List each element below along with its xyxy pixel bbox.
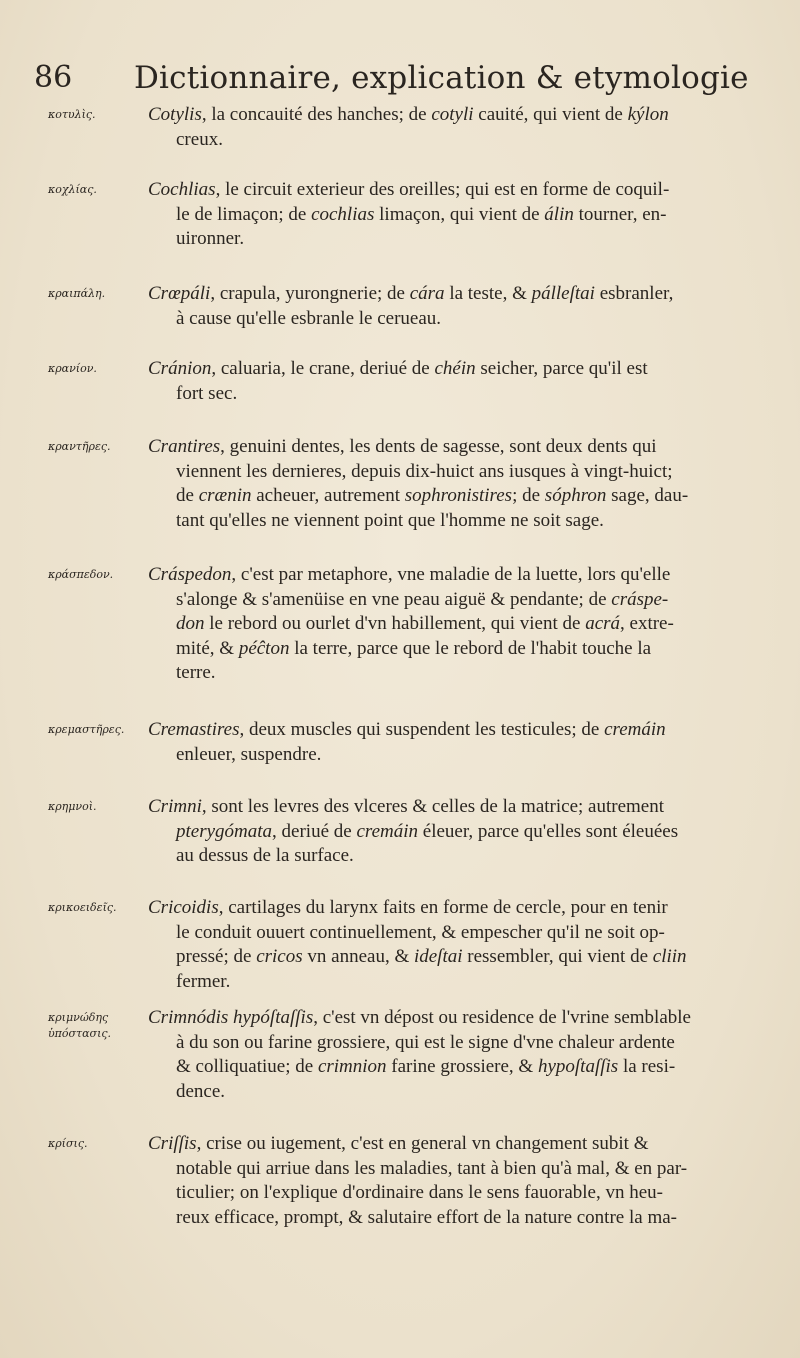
definition-line: Cremastires, deux muscles qui suspendent les testicules; de cremáin <box>148 719 666 740</box>
definition-line: mité, & péĉton la terre, parce que le rebord de l'habit touche la <box>176 637 652 659</box>
definition-line: Cotylis, la concauité des hanches; de cotyli cauité, qui vient de kýlon <box>148 104 669 125</box>
greek-headword: κρημνοὶ. <box>48 800 97 813</box>
definition-line: pressé; de cricos vn anneau, & ideſtai ressembler, qui vient de cliin <box>176 946 687 967</box>
definition-line: tant qu'elles ne viennent point que l'homme ne soit sage. <box>176 509 604 531</box>
running-title: Dictionnaire, explication & etymologie <box>134 60 749 96</box>
definition-line: Cráspedon, c'est par metaphore, vne maladie de la luette, lors qu'elle <box>148 564 671 585</box>
entry-definition <box>148 435 748 533</box>
definition-line: enleuer, suspendre. <box>176 743 322 765</box>
entry-definition <box>148 282 748 331</box>
definition-line: s'alonge & s'amenüise en vne peau aiguë & pendante; de cráspe- <box>176 588 669 610</box>
greek-headword: κρεμαστῆρες. <box>48 723 125 736</box>
definition-line: Crantires, genuini dentes, les dents de sagesse, sont deux dents qui <box>148 436 657 457</box>
entry-definition <box>148 103 748 152</box>
definition-line: ticulier; on l'explique d'ordinaire dans le sens fauorable, vn heu- <box>176 1182 663 1203</box>
definition-line: le conduit ouuert continuellement, & empescher qu'il ne soit op- <box>176 921 665 943</box>
entry-definition <box>148 896 748 994</box>
definition-line: de crænin acheuer, autrement sophronistires; de sóphron sage, dau- <box>176 485 689 506</box>
definition-line: & colliquatiue; de crimnion farine grossiere, & hypoſtaſſis la resi- <box>176 1056 676 1077</box>
entry-definition <box>148 795 748 869</box>
running-header <box>32 58 772 102</box>
definition-line: fort sec. <box>176 382 238 404</box>
definition-line: uironner. <box>176 228 245 249</box>
entry-definition <box>148 718 748 767</box>
greek-headword: κράσπεδον. <box>48 568 114 581</box>
definition-line: Cochlias, le circuit exterieur des oreilles; qui est en forme de coquil- <box>148 179 670 200</box>
greek-headword: κοτυλὶς. <box>48 108 96 121</box>
definition-line: notable qui arriue dans les maladies, tant à bien qu'à mal, & en par- <box>176 1157 688 1179</box>
definition-line: terre. <box>176 662 216 683</box>
definition-line: creux. <box>176 128 223 150</box>
entry-definition <box>148 563 748 686</box>
definition-line: au dessus de la surface. <box>176 845 354 866</box>
greek-headword: κρανίον. <box>48 362 97 375</box>
definition-line: Criſſis, crise ou iugement, c'est en general vn changement subit & <box>148 1133 649 1154</box>
greek-headword: κραντῆρες. <box>48 440 111 453</box>
definition-line: viennent les dernieres, depuis dix-huict ans iusques à vingt-huict; <box>176 460 673 482</box>
page-number: 86 <box>34 60 73 95</box>
definition-line: dence. <box>176 1080 226 1102</box>
entry-definition <box>148 178 748 252</box>
greek-headword: κοχλίας. <box>48 183 97 196</box>
definition-line: Cránion, caluaria, le crane, deriué de chéin seicher, parce qu'il est <box>148 358 648 379</box>
definition-line: Cricoidis, cartilages du larynx faits en forme de cercle, pour en tenir <box>148 897 668 918</box>
definition-line: pterygómata, deriué de cremáin éleuer, parce qu'elles sont éleuées <box>176 820 679 842</box>
definition-line: don le rebord ou ourlet d'vn habillement, qui vient de acrá, extre- <box>176 613 674 634</box>
greek-headword: κραιπάλη. <box>48 287 106 300</box>
definition-line: à du son ou farine grossiere, qui est le signe d'vne chaleur ardente <box>176 1031 675 1053</box>
entry-definition <box>148 357 748 406</box>
definition-line: Crimni, sont les levres des vlceres & celles de la matrice; autrement <box>148 796 665 817</box>
definition-line: fermer. <box>176 970 231 992</box>
definition-line: Crimnódis hypóſtaſſis, c'est vn dépost ou residence de l'vrine semblable <box>148 1007 691 1028</box>
definition-line: reux efficace, prompt, & salutaire effort de la nature contre la ma- <box>176 1206 677 1228</box>
greek-headword: κριμνώδης ὑπόστασις. <box>48 1011 112 1040</box>
definition-line: Crœpáli, crapula, yurongnerie; de cára la teste, & pálleſtai esbranler, <box>148 283 674 304</box>
greek-headword: κρίσις. <box>48 1137 88 1150</box>
entry-definition <box>148 1006 748 1104</box>
definition-line: à cause qu'elle esbranle le cerueau. <box>176 307 442 329</box>
entry-definition <box>148 1132 748 1230</box>
greek-headword: κρικοειδεῖς. <box>48 901 117 914</box>
definition-line: le de limaçon; de cochlias limaçon, qui vient de álin tourner, en- <box>176 203 667 225</box>
